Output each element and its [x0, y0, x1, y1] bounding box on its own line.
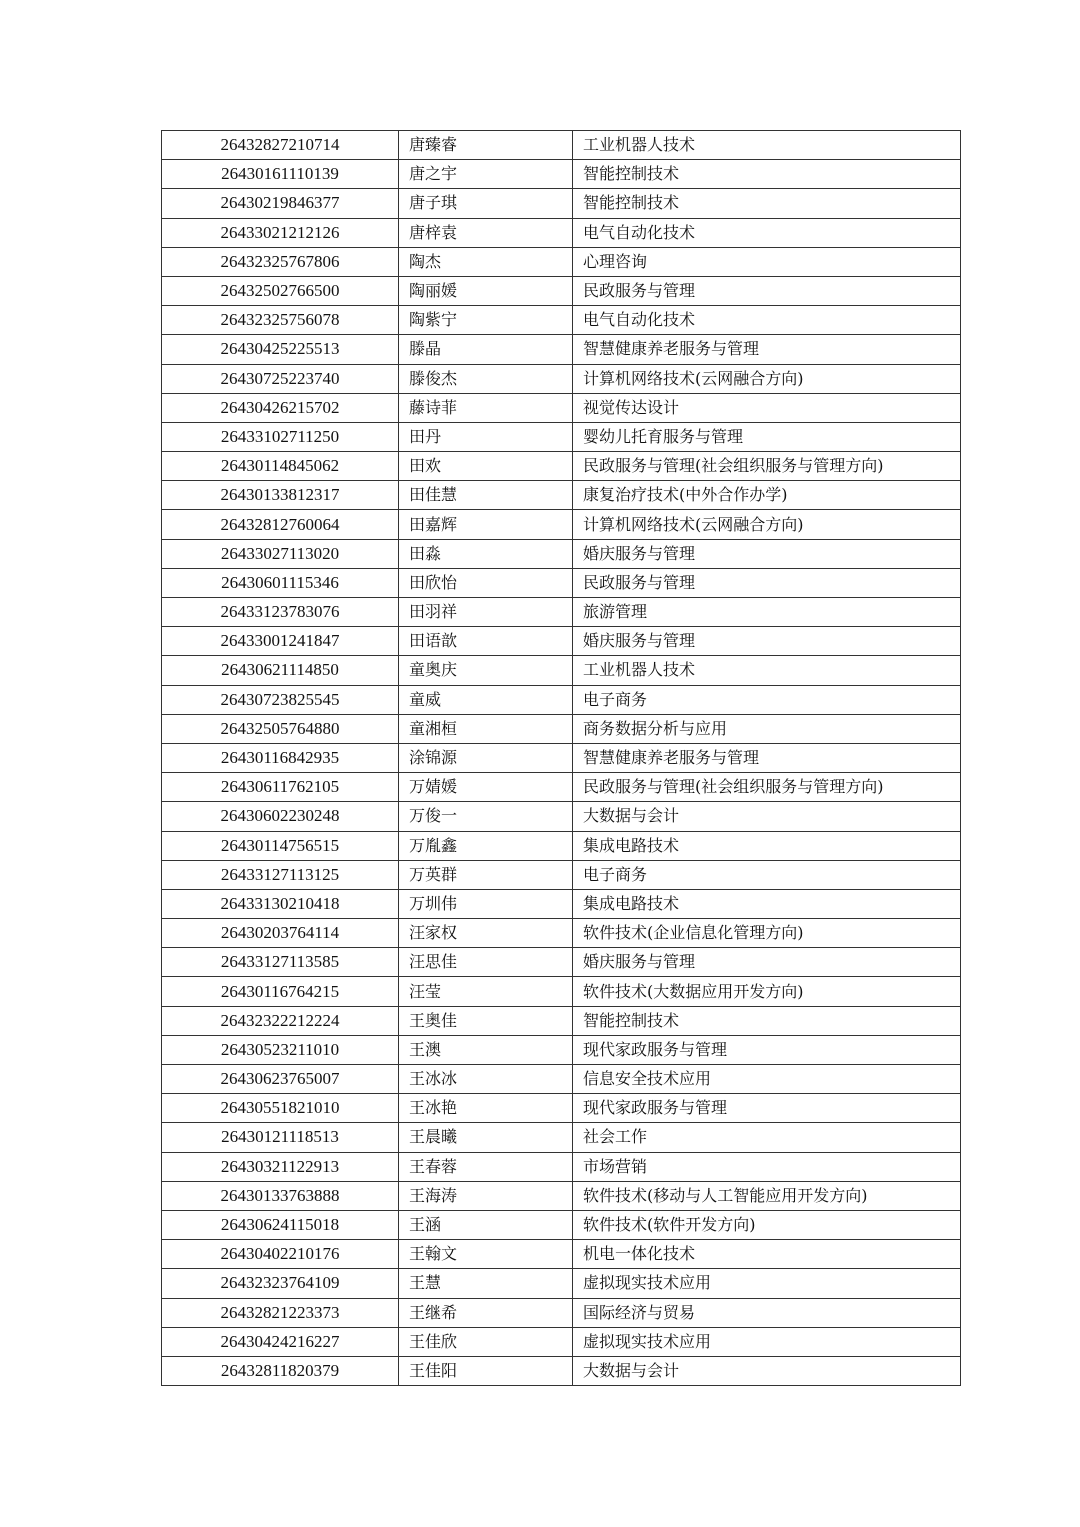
- table-row: [162, 131, 961, 160]
- major-cell: 婚庆服务与管理: [573, 948, 961, 977]
- student-id-cell: 26430116764215: [162, 977, 399, 1006]
- major-cell: 智能控制技术: [573, 160, 961, 189]
- major-cell: 智慧健康养老服务与管理: [573, 335, 961, 364]
- student-id-cell: 26430725223740: [162, 364, 399, 393]
- student-id-cell: 26430161110139: [162, 160, 399, 189]
- student-name-cell: 万圳伟: [399, 889, 573, 918]
- table-row: [162, 656, 961, 685]
- student-name-cell: 王冰冰: [399, 1065, 573, 1094]
- student-name-cell: 田羽祥: [399, 598, 573, 627]
- major-cell: 软件技术(软件开发方向): [573, 1210, 961, 1239]
- student-id-cell: 26430611762105: [162, 773, 399, 802]
- student-id-cell: 26432811820379: [162, 1356, 399, 1385]
- major-cell: 大数据与会计: [573, 1356, 961, 1385]
- student-name-cell: 王佳欣: [399, 1327, 573, 1356]
- table-row: [162, 1065, 961, 1094]
- table-row: [162, 1269, 961, 1298]
- major-cell: 婚庆服务与管理: [573, 539, 961, 568]
- major-cell: 婚庆服务与管理: [573, 627, 961, 656]
- student-id-cell: 26430203764114: [162, 919, 399, 948]
- student-list-table: [161, 130, 961, 1386]
- table-row: [162, 1152, 961, 1181]
- student-name-cell: 王澳: [399, 1035, 573, 1064]
- table-row: [162, 160, 961, 189]
- major-cell: 社会工作: [573, 1123, 961, 1152]
- major-cell: 智能控制技术: [573, 1006, 961, 1035]
- major-cell: 国际经济与贸易: [573, 1298, 961, 1327]
- major-cell: 电子商务: [573, 860, 961, 889]
- student-id-cell: 26430623765007: [162, 1065, 399, 1094]
- major-cell: 软件技术(企业信息化管理方向): [573, 919, 961, 948]
- student-name-cell: 王冰艳: [399, 1094, 573, 1123]
- student-name-cell: 陶丽媛: [399, 276, 573, 305]
- student-name-cell: 田佳慧: [399, 481, 573, 510]
- major-cell: 电气自动化技术: [573, 218, 961, 247]
- table-row: [162, 714, 961, 743]
- table-row: [162, 510, 961, 539]
- student-id-cell: 26430424216227: [162, 1327, 399, 1356]
- major-cell: 工业机器人技术: [573, 656, 961, 685]
- table-row: [162, 627, 961, 656]
- student-id-cell: 26432325756078: [162, 306, 399, 335]
- table-row: [162, 1181, 961, 1210]
- major-cell: 电子商务: [573, 685, 961, 714]
- table-row: [162, 1123, 961, 1152]
- student-name-cell: 王海涛: [399, 1181, 573, 1210]
- table-row: [162, 685, 961, 714]
- major-cell: 智能控制技术: [573, 189, 961, 218]
- major-cell: 婴幼儿托育服务与管理: [573, 422, 961, 451]
- major-cell: 民政服务与管理: [573, 276, 961, 305]
- table-row: [162, 276, 961, 305]
- major-cell: 民政服务与管理: [573, 568, 961, 597]
- table-row: [162, 1327, 961, 1356]
- major-cell: 集成电路技术: [573, 831, 961, 860]
- student-id-cell: 26430133763888: [162, 1181, 399, 1210]
- student-id-cell: 26433130210418: [162, 889, 399, 918]
- major-cell: 虚拟现实技术应用: [573, 1269, 961, 1298]
- major-cell: 软件技术(移动与人工智能应用开发方向): [573, 1181, 961, 1210]
- student-list-body: [162, 131, 961, 1386]
- table-row: [162, 452, 961, 481]
- student-id-cell: 26432821223373: [162, 1298, 399, 1327]
- table-row: [162, 481, 961, 510]
- table-row: [162, 1035, 961, 1064]
- student-name-cell: 王翰文: [399, 1240, 573, 1269]
- table-row: [162, 568, 961, 597]
- major-cell: 民政服务与管理(社会组织服务与管理方向): [573, 773, 961, 802]
- major-cell: 现代家政服务与管理: [573, 1094, 961, 1123]
- table-row: [162, 743, 961, 772]
- student-name-cell: 陶紫宁: [399, 306, 573, 335]
- major-cell: 心理咨询: [573, 247, 961, 276]
- major-cell: 虚拟现实技术应用: [573, 1327, 961, 1356]
- student-name-cell: 陶杰: [399, 247, 573, 276]
- student-id-cell: 26430723825545: [162, 685, 399, 714]
- student-id-cell: 26433001241847: [162, 627, 399, 656]
- major-cell: 计算机网络技术(云网融合方向): [573, 510, 961, 539]
- student-name-cell: 涂锦源: [399, 743, 573, 772]
- student-id-cell: 26433102711250: [162, 422, 399, 451]
- table-row: [162, 335, 961, 364]
- student-id-cell: 26430523211010: [162, 1035, 399, 1064]
- student-name-cell: 汪思佳: [399, 948, 573, 977]
- student-id-cell: 26430121118513: [162, 1123, 399, 1152]
- table-row: [162, 1094, 961, 1123]
- table-row: [162, 1298, 961, 1327]
- major-cell: 康复治疗技术(中外合作办学): [573, 481, 961, 510]
- student-name-cell: 万俊一: [399, 802, 573, 831]
- student-name-cell: 王晨曦: [399, 1123, 573, 1152]
- student-name-cell: 王慧: [399, 1269, 573, 1298]
- table-row: [162, 218, 961, 247]
- student-id-cell: 26430551821010: [162, 1094, 399, 1123]
- student-name-cell: 唐子琪: [399, 189, 573, 218]
- table-row: [162, 773, 961, 802]
- table-row: [162, 422, 961, 451]
- student-name-cell: 汪莹: [399, 977, 573, 1006]
- table-row: [162, 802, 961, 831]
- major-cell: 计算机网络技术(云网融合方向): [573, 364, 961, 393]
- student-id-cell: 26430402210176: [162, 1240, 399, 1269]
- student-name-cell: 田欢: [399, 452, 573, 481]
- student-id-cell: 26433127113125: [162, 860, 399, 889]
- major-cell: 软件技术(大数据应用开发方向): [573, 977, 961, 1006]
- major-cell: 大数据与会计: [573, 802, 961, 831]
- major-cell: 市场营销: [573, 1152, 961, 1181]
- student-name-cell: 王春蓉: [399, 1152, 573, 1181]
- table-row: [162, 831, 961, 860]
- major-cell: 工业机器人技术: [573, 131, 961, 160]
- student-id-cell: 26432827210714: [162, 131, 399, 160]
- table-row: [162, 306, 961, 335]
- student-name-cell: 滕俊杰: [399, 364, 573, 393]
- student-id-cell: 26430114845062: [162, 452, 399, 481]
- student-id-cell: 26432325767806: [162, 247, 399, 276]
- student-name-cell: 田嘉辉: [399, 510, 573, 539]
- student-name-cell: 唐梓袁: [399, 218, 573, 247]
- major-cell: 电气自动化技术: [573, 306, 961, 335]
- student-name-cell: 王奥佳: [399, 1006, 573, 1035]
- student-id-cell: 26433021212126: [162, 218, 399, 247]
- student-name-cell: 童威: [399, 685, 573, 714]
- table-row: [162, 860, 961, 889]
- table-row: [162, 889, 961, 918]
- student-id-cell: 26430133812317: [162, 481, 399, 510]
- table-row: [162, 1240, 961, 1269]
- student-id-cell: 26433027113020: [162, 539, 399, 568]
- student-name-cell: 唐臻睿: [399, 131, 573, 160]
- student-name-cell: 田丹: [399, 422, 573, 451]
- table-row: [162, 247, 961, 276]
- student-id-cell: 26432323764109: [162, 1269, 399, 1298]
- student-id-cell: 26433127113585: [162, 948, 399, 977]
- major-cell: 信息安全技术应用: [573, 1065, 961, 1094]
- student-name-cell: 万婧媛: [399, 773, 573, 802]
- student-name-cell: 王涵: [399, 1210, 573, 1239]
- table-row: [162, 948, 961, 977]
- table-row: [162, 364, 961, 393]
- major-cell: 旅游管理: [573, 598, 961, 627]
- student-id-cell: 26432322212224: [162, 1006, 399, 1035]
- table-row: [162, 189, 961, 218]
- table-row: [162, 919, 961, 948]
- student-id-cell: 26433123783076: [162, 598, 399, 627]
- student-name-cell: 童湘桓: [399, 714, 573, 743]
- student-id-cell: 26430621114850: [162, 656, 399, 685]
- student-id-cell: 26430114756515: [162, 831, 399, 860]
- major-cell: 商务数据分析与应用: [573, 714, 961, 743]
- table-row: [162, 1210, 961, 1239]
- student-name-cell: 滕晶: [399, 335, 573, 364]
- major-cell: 民政服务与管理(社会组织服务与管理方向): [573, 452, 961, 481]
- student-id-cell: 26430219846377: [162, 189, 399, 218]
- student-name-cell: 田欣怡: [399, 568, 573, 597]
- table-row: [162, 977, 961, 1006]
- major-cell: 智慧健康养老服务与管理: [573, 743, 961, 772]
- student-name-cell: 万胤鑫: [399, 831, 573, 860]
- major-cell: 视觉传达设计: [573, 393, 961, 422]
- table-row: [162, 1006, 961, 1035]
- student-id-cell: 26430425225513: [162, 335, 399, 364]
- student-id-cell: 26430426215702: [162, 393, 399, 422]
- table-row: [162, 598, 961, 627]
- major-cell: 机电一体化技术: [573, 1240, 961, 1269]
- major-cell: 集成电路技术: [573, 889, 961, 918]
- student-name-cell: 万英群: [399, 860, 573, 889]
- student-id-cell: 26430624115018: [162, 1210, 399, 1239]
- student-name-cell: 王继希: [399, 1298, 573, 1327]
- student-name-cell: 王佳阳: [399, 1356, 573, 1385]
- student-id-cell: 26430321122913: [162, 1152, 399, 1181]
- student-id-cell: 26430116842935: [162, 743, 399, 772]
- student-name-cell: 藤诗菲: [399, 393, 573, 422]
- student-id-cell: 26432812760064: [162, 510, 399, 539]
- student-id-cell: 26432505764880: [162, 714, 399, 743]
- student-id-cell: 26430601115346: [162, 568, 399, 597]
- table-row: [162, 393, 961, 422]
- student-id-cell: 26432502766500: [162, 276, 399, 305]
- student-name-cell: 童奥庆: [399, 656, 573, 685]
- student-name-cell: 田淼: [399, 539, 573, 568]
- student-name-cell: 田语歆: [399, 627, 573, 656]
- major-cell: 现代家政服务与管理: [573, 1035, 961, 1064]
- student-id-cell: 26430602230248: [162, 802, 399, 831]
- student-name-cell: 唐之宇: [399, 160, 573, 189]
- table-row: [162, 539, 961, 568]
- student-name-cell: 汪家权: [399, 919, 573, 948]
- table-row: [162, 1356, 961, 1385]
